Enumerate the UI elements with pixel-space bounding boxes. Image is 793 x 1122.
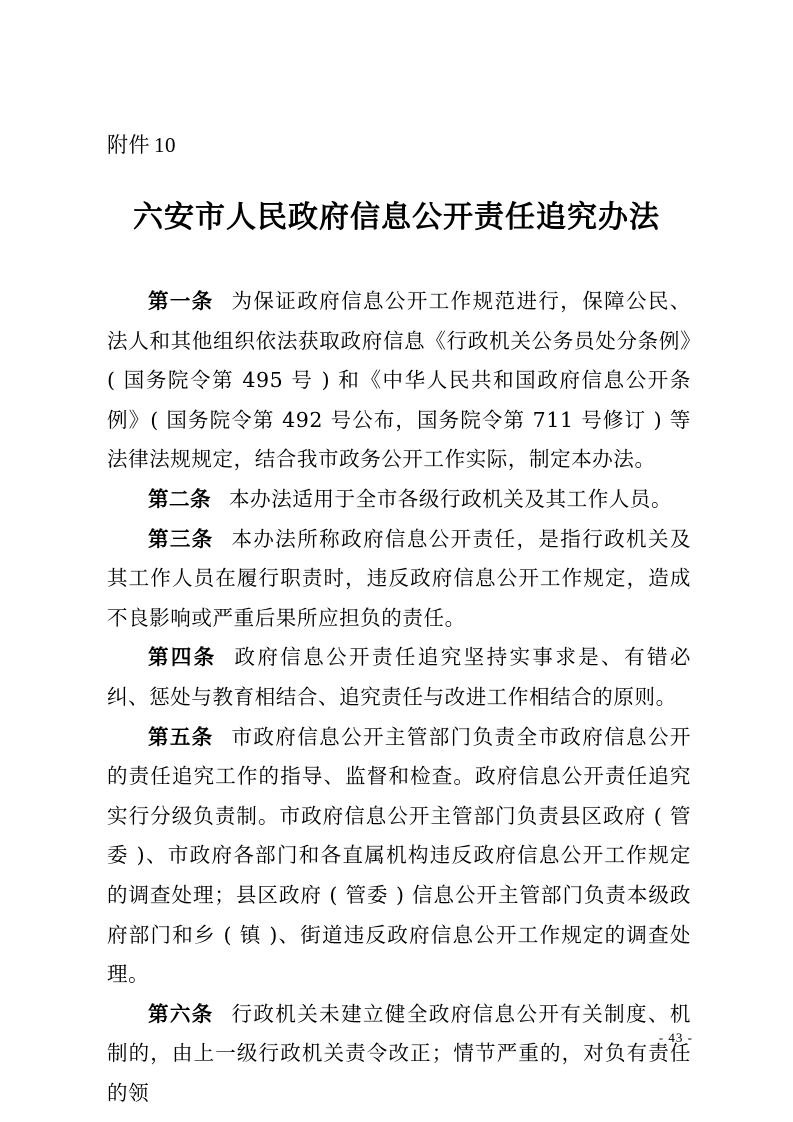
document-body <box>107 282 691 1113</box>
article-1 <box>107 282 691 480</box>
attachment-label <box>107 129 176 159</box>
article-3-text: 本办法所称政府信息公开责任，是指行政机关及其工作人员在履行职责时，违反政府信息公开工作规定，造成不良影响或严重后果所应担负的责任。 <box>107 526 691 630</box>
article-6 <box>107 995 691 1114</box>
article-1-text: 为保证政府信息公开工作规范进行，保障公民、法人和其他组织依法获取政府信息《行政机关公务员处分条例》( 国务院令第 495 号 ) 和《中华人民共和国政府信息公开条例》( 国务院令第 492 号公布，国务院令第 711 号修订 ) 等法律法规规定，结合我市政务公开工作实际，制定本办法。 <box>107 289 691 472</box>
attachment-label-text: 附件 <box>107 133 150 157</box>
article-4-heading: 第四条 <box>148 645 217 670</box>
article-2-heading: 第二条 <box>148 486 211 511</box>
article-4-text: 政府信息公开责任追究坚持实事求是、有错必纠、惩处与教育相结合、追究责任与改进工作相结合的原则。 <box>107 645 692 709</box>
article-3 <box>107 520 691 639</box>
article-5-text: 市政府信息公开主管部门负责全市政府信息公开的责任追究工作的指导、监督和检查。政府信息公开责任追究实行分级负责制。市政府信息公开主管部门负责县区政府 ( 管委 )、市政府各部门和各直属机构违反政府信息公开工作规定的调查处理；县区政府 ( 管委 ) 信息公开主管部门负责本级政府部门和乡 ( 镇 )、街道违反政府信息公开工作规定的调查处理。 <box>107 724 691 987</box>
article-6-text: 行政机关未建立健全政府信息公开有关制度、机制的，由上一级行政机关责令改正；情节严重的，对负有责任的领 <box>107 1001 691 1105</box>
article-2 <box>107 480 691 520</box>
document-title: 六安市人民政府信息公开责任追究办法 <box>133 200 660 235</box>
article-5-heading: 第五条 <box>148 724 214 749</box>
attachment-number: 10 <box>154 133 176 157</box>
article-2-text: 本办法适用于全市各级行政机关及其工作人员。 <box>229 486 673 511</box>
article-3-heading: 第三条 <box>148 526 214 551</box>
article-1-heading: 第一条 <box>148 289 214 313</box>
article-4 <box>107 638 691 717</box>
article-6-heading: 第六条 <box>148 1001 214 1026</box>
page-number: - 43 - <box>658 1030 693 1045</box>
article-5 <box>107 718 691 995</box>
